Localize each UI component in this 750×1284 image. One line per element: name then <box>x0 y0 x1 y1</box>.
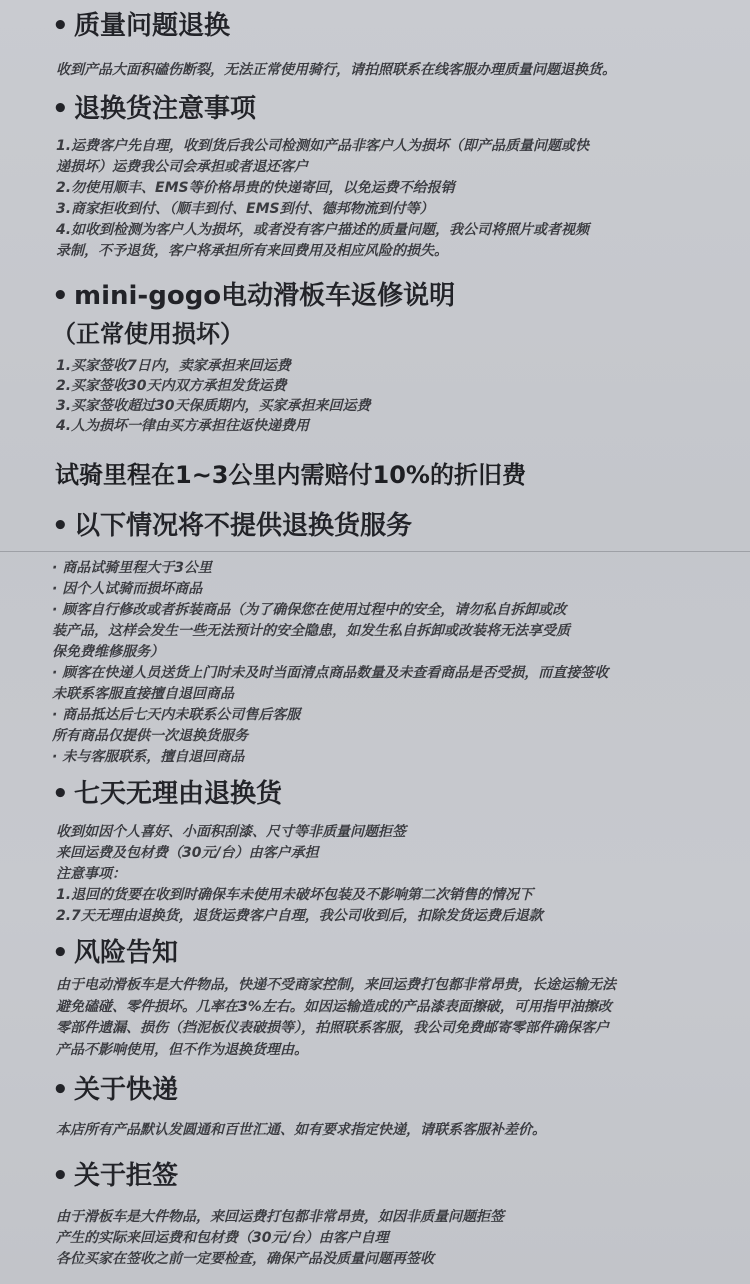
section-heading-quality-return: • 质量问题退换 <box>52 11 231 41</box>
section-body-about-refusal: 由于滑板车是大件物品，来回运费打包都非常昂贵，如因非质量问题拒签 产生的实际来回运费和包材费（30元/台）由客户自理 各位买家在签收之前一定要检查，确保产品没质量问题再签收 <box>56 1209 504 1267</box>
section-body-return-notes: 1.运费客户先自理，收到货后我公司检测如产品非客户人为损坏（即产品质量问题或快 递损坏）运费我公司会承担或者退还客户 2.勿使用顺丰、EMS等价格昂贵的快递寄回，以免运费不给报销 3.商家拒收到付、（顺丰到付、EMS到付、德邦物流到付等） 4.如收到检测为客户人为损坏，或者没有客户描述的质量问题，我公司将照片或者视频 录制，不予退货，客户将承担所有来回费用及相应风险的损失。 <box>56 138 590 259</box>
section-heading-seven-day-return: • 七天无理由退换货 <box>52 779 283 809</box>
section-heading-about-refusal: • 关于拒签 <box>52 1161 179 1191</box>
section-body-about-shipping: 本店所有产品默认发圆通和百世汇通、如有要求指定快递，请联系客服补差价。 <box>56 1122 546 1138</box>
section-heading-about-shipping: • 关于快递 <box>52 1075 179 1105</box>
bullet-dot: • <box>52 1161 69 1191</box>
section-body-risk-notice: 由于电动滑板车是大件物品，快递不受商家控制，来回运费打包都非常昂贵，长途运输无法 避免磕碰、零件损坏。几率在3%左右。如因运输造成的产品漆表面擦破，可用指甲油擦改 零部件遗漏、损伤（挡泥板仪表破损等），拍照联系客服，我公司免费邮寄零部件确保客户 产品不影响使用，但不作为退换货理由。 <box>56 977 616 1058</box>
bullet-dot: • <box>52 11 69 41</box>
bullet-dot: • <box>52 94 69 124</box>
section-heading-return-notes: • 退换货注意事项 <box>52 94 257 124</box>
bullet-dot: • <box>52 779 69 809</box>
bullet-dot: • <box>52 511 69 541</box>
section-body-repair-policy: 1.买家签收7日内，卖家承担来回运费 2.买家签收30天内双方承担发货运费 3.买家签收超过30天保质期内，买家承担来回运费 4.人为损坏一律由买方承担往返快递费用 <box>56 358 371 434</box>
depreciation-note: 试骑里程在1~3公里内需赔付10%的折旧费 <box>55 461 526 489</box>
section-subheading-normal-use: （正常使用损坏） <box>52 320 244 348</box>
bullet-dot: • <box>52 938 69 968</box>
section-body-quality-return: 收到产品大面积磕伤断裂，无法正常使用骑行，请拍照联系在线客服办理质量问题退换货。 <box>56 62 616 78</box>
section-heading-risk-notice: • 风险告知 <box>52 938 179 968</box>
section-divider <box>0 551 750 552</box>
section-body-seven-day-return: 收到如因个人喜好、小面积刮漆、尺寸等非质量问题拒签 来回运费及包材费（30元/台）由客户承担 注意事项： 1.退回的货要在收到时确保车未使用未破坏包装及不影响第二次销售的情况下 2.7天无理由退换货，退货运费客户自理，我公司收到后，扣除发货运费后退款 <box>56 824 543 924</box>
section-heading-no-return: • 以下情况将不提供退换货服务 <box>52 511 413 541</box>
section-body-no-return: · 商品试骑里程大于3公里 · 因个人试骑而损坏商品 · 顾客自行修改或者拆装商品（为了确保您在使用过程中的安全，请勿私自拆卸或改 装产品，这样会发生一些无法预计的安全隐患，如发生私自拆卸或改装将无法享受质 保免费维修服务） · 顾客在快递人员送货上门时未及时当面清点商品数量及未查看商品是否受损，而直接签收 未联系客服直接擅自退回商品 · 商品抵达后七天内未联系公司售后客服 所有商品仅提供一次退换货服务 · 未与客服联系，擅自退回商品 <box>52 560 609 765</box>
bullet-dot: • <box>52 1075 69 1105</box>
bullet-dot: • <box>52 281 69 311</box>
section-heading-repair-policy: • mini-gogo电动滑板车返修说明 <box>52 281 456 311</box>
